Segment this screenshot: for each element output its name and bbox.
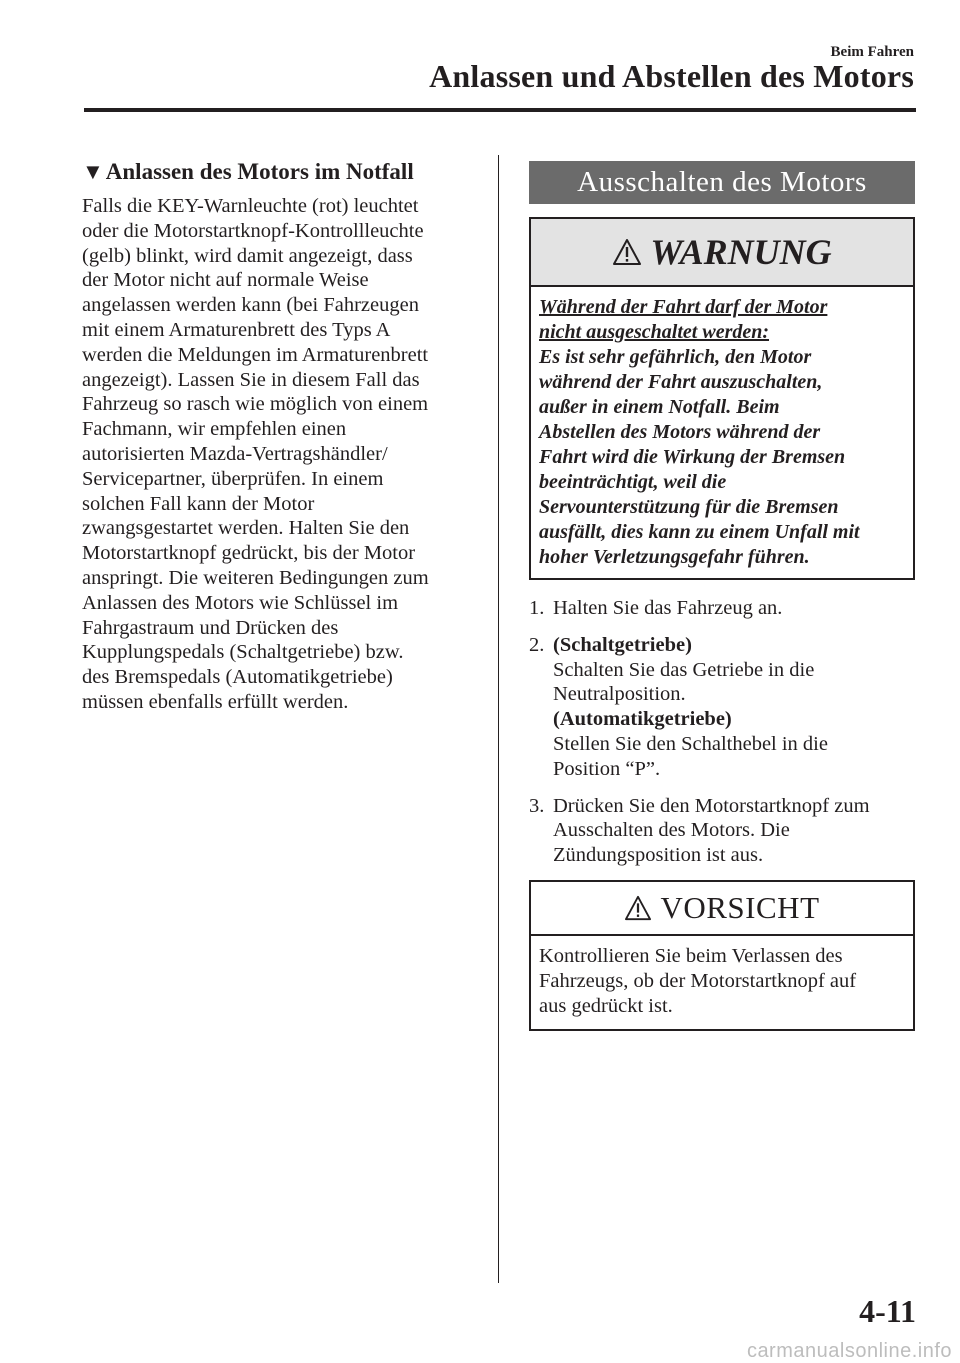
step-2 bbox=[529, 633, 915, 782]
section-banner: Ausschalten des Motors bbox=[529, 161, 915, 204]
caution-label: VORSICHT bbox=[660, 889, 820, 925]
triangle-marker-icon: ▼ bbox=[82, 159, 104, 184]
step-number: 3. bbox=[529, 794, 545, 817]
warning-body bbox=[531, 287, 913, 578]
emergency-start-paragraph: Falls die KEY-Warnleuchte (rot) leuchtet oder die Motorstartknopf-Kontrollleuchte (gelb) blinkt, wird damit angezeigt, dass der Motor nicht auf normale Weise angelassen werden kann (bei Fahrzeugen mit einem Armaturenbrett des Typs A werden die Meldungen im Armaturenbrett angezeigt). Lassen Sie in diesem Fall das Fahrzeug so rasch wie möglich von einem Fachmann, wir empfehlen einen autorisierten Mazda-Vertragshändler/ Servicepartner, überprüfen. In einem solchen Fall kann der Motor zwangsgestartet werden. Halten Sie den Motorstartknopf gedrückt, bis der Motor anspringt. Die weiteren Bedingungen zum Anlassen des Motors wie Schlüssel im Fahrgastraum und Drücken des Kupplungspedals (Schaltgetriebe) bzw. des Bremspedals (Automatikgetriebe) müssen ebenfalls erfüllt werden. bbox=[82, 195, 429, 713]
manual-transmission-label: (Schaltgetriebe) bbox=[553, 633, 692, 656]
caution-header bbox=[531, 882, 913, 936]
step-3 bbox=[529, 794, 915, 868]
page-number: 4-11 bbox=[859, 1293, 916, 1329]
warning-label: WARNUNG bbox=[650, 232, 832, 272]
step-text: Halten Sie das Fahrzeug an. bbox=[553, 597, 783, 619]
warning-text: Es ist sehr gefährlich, den Motor während der Fahrt auszuschalten, außer in einem Notfall. Beim Abstellen des Motors während der Fahrt wird die Wirkung der Bremsen beeinträchtigt, weil die Servounterstützung für die Bremsen ausfällt, dies kann zu einem Unfall mit hoher Verletzungsgefahr führen. bbox=[539, 346, 860, 568]
warning-box bbox=[529, 217, 915, 580]
column-divider bbox=[498, 155, 499, 1283]
header-rule bbox=[84, 108, 916, 112]
caution-box bbox=[529, 880, 915, 1031]
step-number: 1. bbox=[529, 597, 545, 619]
header-section-label: Beim Fahren bbox=[830, 44, 914, 60]
manual-transmission-text: Schalten Sie das Getriebe in die Neutralposition. bbox=[553, 658, 815, 706]
left-column bbox=[82, 156, 486, 715]
page-title: Anlassen und Abstellen des Motors bbox=[429, 58, 914, 94]
automatic-transmission-label: (Automatikgetriebe) bbox=[553, 708, 732, 731]
shutdown-steps bbox=[529, 596, 915, 868]
step-2-body bbox=[553, 633, 915, 782]
subsection-heading bbox=[82, 156, 486, 188]
warning-header bbox=[531, 219, 913, 287]
step-text: Drücken Sie den Motorstartknopf zum Ausschalten des Motors. Die Zündungsposition ist aus. bbox=[553, 794, 870, 867]
step-number: 2. bbox=[529, 633, 545, 656]
caution-text: Kontrollieren Sie beim Verlassen des Fahrzeugs, ob der Motorstartknopf auf aus gedrückt ist. bbox=[539, 944, 857, 1017]
watermark: carmanualsonline.info bbox=[746, 1340, 952, 1362]
automatic-transmission-text: Stellen Sie den Schalthebel in die Position “P”. bbox=[553, 732, 828, 780]
right-column bbox=[529, 161, 915, 1031]
warning-triangle-icon bbox=[624, 895, 652, 921]
warning-triangle-icon bbox=[612, 238, 642, 266]
step-1 bbox=[529, 596, 915, 621]
subsection-heading-text: Anlassen des Motors im Notfall bbox=[105, 159, 414, 184]
warning-underlined-text: Während der Fahrt darf der Motor nicht ausgeschaltet werden: bbox=[539, 296, 828, 343]
